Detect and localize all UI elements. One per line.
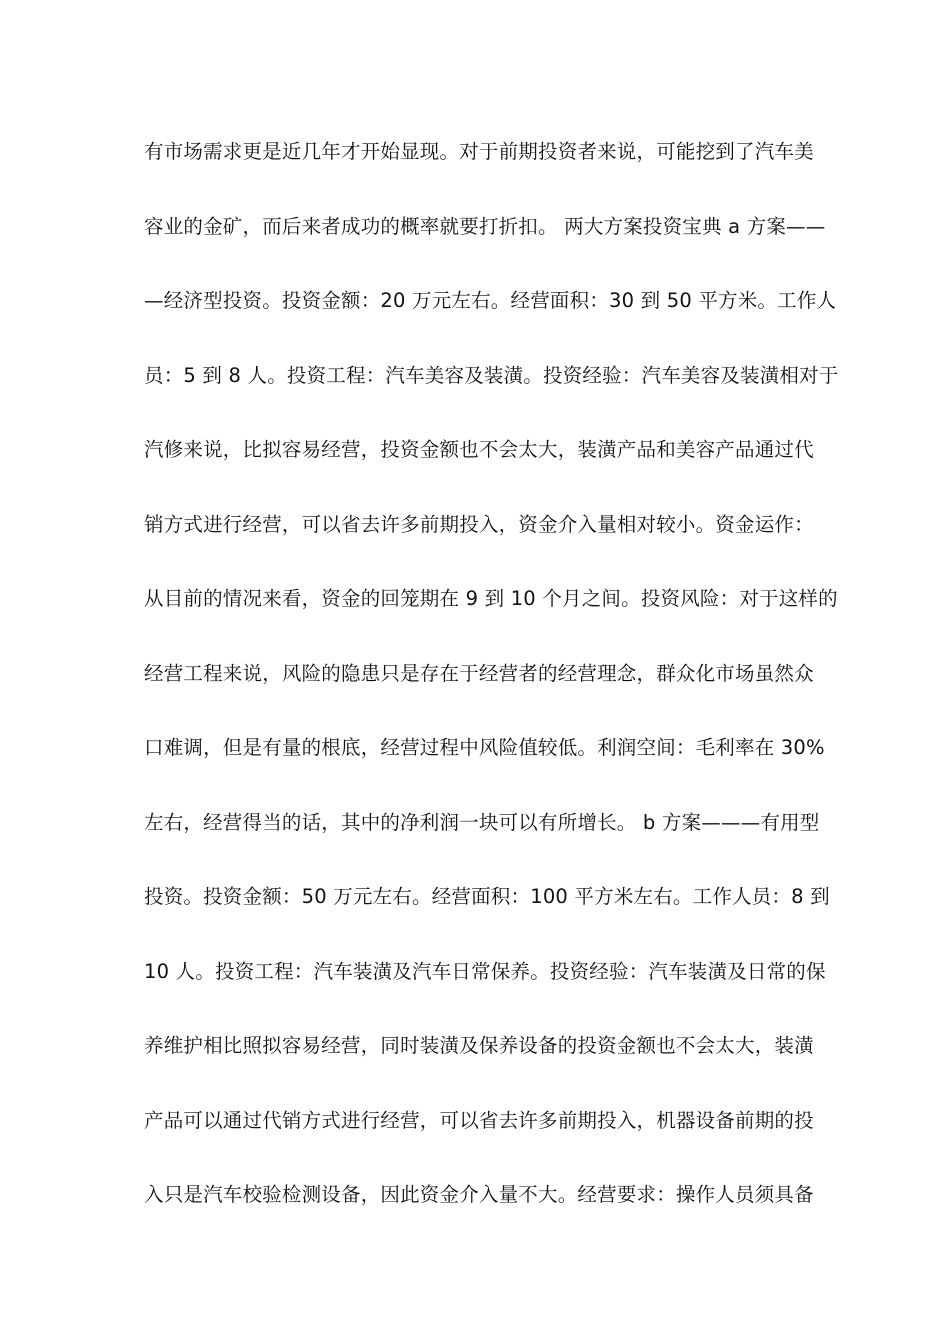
text-line: 口难调，但是有量的根底，经营过程中风险值较低。利润空间：毛利率在 30% xyxy=(144,736,825,759)
text-line: 员：5 到 8 人。投资工程：汽车美容及装潢。投资经验：汽车美容及装潢相对于 xyxy=(144,363,839,387)
text-line: 销方式进行经营，可以省去许多前期投入，资金介入量相对较小。资金运作： xyxy=(144,512,814,536)
text-line: 经营工程来说，风险的隐患只是存在于经营者的经营理念，群众化市场虽然众 xyxy=(144,661,814,685)
text-line: 汽修来说，比拟容易经营，投资金额也不会太大，装潢产品和美容产品通过代 xyxy=(144,438,814,461)
text-line: 10 人。投资工程：汽车装潢及汽车日常保养。投资经验：汽车装潢及日常的保 xyxy=(144,959,826,983)
text-line: 容业的金矿，而后来者成功的概率就要打折扣。 两大方案投资宝典 a 方案—— xyxy=(144,214,826,238)
text-line: 从目前的情况来看，资金的回笼期在 9 到 10 个月之间。投资风险：对于这样的 xyxy=(144,587,838,610)
body-text xyxy=(144,132,839,1250)
text-line: 养维护相比照拟容易经营，同时装潢及保养设备的投资金额也不会太大，装潢 xyxy=(144,1034,814,1057)
text-line: 左右，经营得当的话，其中的净利润一块可以有所增长。 b 方案———有用型 xyxy=(144,810,820,834)
text-line: 入只是汽车校验检测设备，因此资金介入量不大。经营要求：操作人员须具备 xyxy=(144,1183,814,1206)
text-line: 产品可以通过代销方式进行经营，可以省去许多前期投入，机器设备前期的投 xyxy=(144,1108,814,1132)
text-line: 投资。投资金额：50 万元左右。经营面积：100 平方米左右。工作人员：8 到 xyxy=(144,885,830,908)
text-line: 有市场需求更是近几年才开始显现。对于前期投资者来说，可能挖到了汽车美 xyxy=(144,140,814,163)
text-line: —经济型投资。投资金额：20 万元左右。经营面积：30 到 50 平方米。工作人 xyxy=(144,289,837,312)
